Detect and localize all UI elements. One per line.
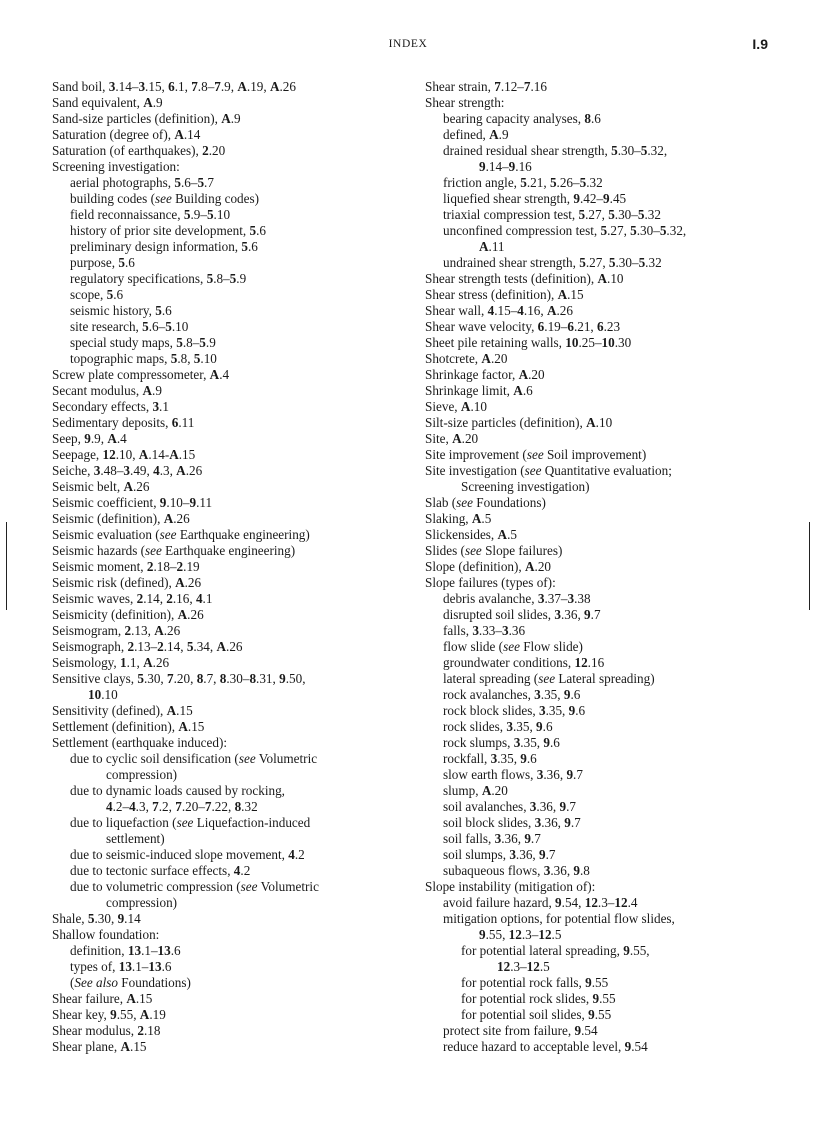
index-entry: Shear stress (definition), A.15 (425, 287, 584, 302)
index-entry-continuation: 10.10 (88, 687, 118, 702)
index-entry: (See also Foundations) (70, 975, 191, 990)
index-entry: Seismology, 1.1, A.26 (52, 655, 170, 670)
index-entry: Slaking, A.5 (425, 511, 492, 526)
index-entry: due to volumetric compression (see Volumetric (70, 879, 319, 894)
index-entry: types of, 13.1–13.6 (70, 959, 172, 974)
index-entry: site research, 5.6–5.10 (70, 319, 189, 334)
index-entry: Screw plate compressometer, A.4 (52, 367, 230, 382)
index-column-left (52, 79, 422, 1055)
index-entry: Saturation (degree of), A.14 (52, 127, 201, 142)
index-entry: friction angle, 5.21, 5.26–5.32 (443, 175, 603, 190)
index-entry: Seismograph, 2.13–2.14, 5.34, A.26 (52, 639, 243, 654)
index-entry: reduce hazard to acceptable level, 9.54 (443, 1039, 648, 1054)
index-entry: topographic maps, 5.8, 5.10 (70, 351, 217, 366)
index-entry: definition, 13.1–13.6 (70, 943, 181, 958)
index-entry: Seismic waves, 2.14, 2.16, 4.1 (52, 591, 213, 606)
index-entry: due to cyclic soil densification (see Volumetric (70, 751, 318, 766)
index-entry: soil slumps, 3.36, 9.7 (443, 847, 556, 862)
index-entry: Seismicity (definition), A.26 (52, 607, 204, 622)
index-entry: soil falls, 3.36, 9.7 (443, 831, 541, 846)
index-entry: for potential rock slides, 9.55 (461, 991, 616, 1006)
index-entry: field reconnaissance, 5.9–5.10 (70, 207, 231, 222)
index-entry: building codes (see Building codes) (70, 191, 260, 206)
index-entry: protect site from failure, 9.54 (443, 1023, 598, 1038)
index-entry: Seiche, 3.48–3.49, 4.3, A.26 (52, 463, 203, 478)
index-entry: preliminary design information, 5.6 (70, 239, 258, 254)
index-entry: slump, A.20 (443, 783, 508, 798)
index-entry: liquefied shear strength, 9.42–9.45 (443, 191, 627, 206)
index-entry: Sheet pile retaining walls, 10.25–10.30 (425, 335, 632, 350)
index-entry: Seismic (definition), A.26 (52, 511, 190, 526)
index-entry: Shrinkage limit, A.6 (425, 383, 533, 398)
index-entry-continuation: 4.2–4.3, 7.2, 7.20–7.22, 8.32 (106, 799, 258, 814)
index-entry: mitigation options, for potential flow slides, (443, 911, 675, 926)
index-entry: Silt-size particles (definition), A.10 (425, 415, 613, 430)
index-entry: Sensitivity (defined), A.15 (52, 703, 193, 718)
index-entry: due to seismic-induced slope movement, 4.2 (70, 847, 305, 862)
index-entry: Sand boil, 3.14–3.15, 6.1, 7.8–7.9, A.19, A.26 (52, 79, 296, 94)
index-entry: Seismic evaluation (see Earthquake engineering) (52, 527, 310, 542)
index-entry-continuation: 12.3–12.5 (497, 959, 550, 974)
index-entry: defined, A.9 (443, 127, 509, 142)
index-entry: groundwater conditions, 12.16 (443, 655, 605, 670)
index-entry: special study maps, 5.8–5.9 (70, 335, 216, 350)
index-entry: Shear strength tests (definition), A.10 (425, 271, 624, 286)
index-column-right (425, 79, 795, 1055)
index-entry: Shear strain, 7.12–7.16 (425, 79, 547, 94)
index-entry: Shear modulus, 2.18 (52, 1023, 161, 1038)
index-entry: Slab (see Foundations) (425, 495, 546, 510)
index-entry: Seepage, 12.10, A.14-A.15 (52, 447, 196, 462)
index-entry: drained residual shear strength, 5.30–5.32, (443, 143, 668, 158)
index-entry: for potential rock falls, 9.55 (461, 975, 609, 990)
index-entry: rock slides, 3.35, 9.6 (443, 719, 553, 734)
index-entry: Slope (definition), A.20 (425, 559, 552, 574)
index-entry: scope, 5.6 (70, 287, 124, 302)
page-number: I.9 (752, 36, 768, 52)
scan-edge-mark-right (809, 522, 810, 610)
scan-edge-mark-left (6, 522, 7, 610)
index-entry: Shrinkage factor, A.20 (425, 367, 545, 382)
index-entry: Sand equivalent, A.9 (52, 95, 163, 110)
index-entry: Sieve, A.10 (425, 399, 487, 414)
index-entry: Shotcrete, A.20 (425, 351, 508, 366)
index-entry: Shear wall, 4.15–4.16, A.26 (425, 303, 573, 318)
index-entry-continuation: settlement) (106, 831, 165, 846)
index-entry: Settlement (definition), A.15 (52, 719, 205, 734)
index-entry: Screening investigation: (52, 159, 180, 174)
index-entry: Seep, 9.9, A.4 (52, 431, 127, 446)
index-entry: Shallow foundation: (52, 927, 160, 942)
index-entry: slow earth flows, 3.36, 9.7 (443, 767, 583, 782)
index-entry-continuation: A.11 (479, 239, 505, 254)
running-title: INDEX (388, 38, 428, 50)
index-entry: Slope failures (types of): (425, 575, 556, 590)
index-entry: Site investigation (see Quantitative evaluation; (425, 463, 672, 478)
index-entry: debris avalanche, 3.37–3.38 (443, 591, 591, 606)
index-entry: Shear wave velocity, 6.19–6.21, 6.23 (425, 319, 621, 334)
index-entry: flow slide (see Flow slide) (443, 639, 583, 654)
index-entry: Slides (see Slope failures) (425, 543, 563, 558)
index-entry-continuation: compression) (106, 895, 178, 910)
index-entry: lateral spreading (see Lateral spreading) (443, 671, 655, 686)
index-entry: Shear key, 9.55, A.19 (52, 1007, 166, 1022)
index-entry: soil avalanches, 3.36, 9.7 (443, 799, 576, 814)
index-entry: Site improvement (see Soil improvement) (425, 447, 647, 462)
index-entry: rock block slides, 3.35, 9.6 (443, 703, 586, 718)
index-entry: history of prior site development, 5.6 (70, 223, 266, 238)
index-entry-continuation: compression) (106, 767, 178, 782)
index-entry: Site, A.20 (425, 431, 479, 446)
index-entry: Shale, 5.30, 9.14 (52, 911, 141, 926)
index-entry: Seismic belt, A.26 (52, 479, 150, 494)
index-entry: Shear strength: (425, 95, 505, 110)
index-entry: regulatory specifications, 5.8–5.9 (70, 271, 247, 286)
index-entry: undrained shear strength, 5.27, 5.30–5.32 (443, 255, 662, 270)
index-entry: Slope instability (mitigation of): (425, 879, 596, 894)
index-entry: bearing capacity analyses, 8.6 (443, 111, 601, 126)
index-entry: avoid failure hazard, 9.54, 12.3–12.4 (443, 895, 638, 910)
index-entry: Seismic coefficient, 9.10–9.11 (52, 495, 213, 510)
index-entry: for potential soil slides, 9.55 (461, 1007, 612, 1022)
index-entry: due to liquefaction (see Liquefaction-induced (70, 815, 311, 830)
index-entry: triaxial compression test, 5.27, 5.30–5.32 (443, 207, 661, 222)
index-entry: disrupted soil slides, 3.36, 9.7 (443, 607, 601, 622)
index-entry: soil block slides, 3.36, 9.7 (443, 815, 581, 830)
page-header (0, 36, 816, 56)
index-entry: Shear failure, A.15 (52, 991, 153, 1006)
index-entry: Saturation (of earthquakes), 2.20 (52, 143, 226, 158)
index-entry: unconfined compression test, 5.27, 5.30–5.32, (443, 223, 687, 238)
index-entry-continuation: 9.55, 12.3–12.5 (479, 927, 562, 942)
index-entry: due to dynamic loads caused by rocking, (70, 783, 285, 798)
index-entry: rockfall, 3.35, 9.6 (443, 751, 537, 766)
index-entry: subaqueous flows, 3.36, 9.8 (443, 863, 590, 878)
index-entry: Seismic risk (defined), A.26 (52, 575, 202, 590)
index-entry: Sedimentary deposits, 6.11 (52, 415, 195, 430)
index-entry: Settlement (earthquake induced): (52, 735, 228, 750)
index-entry: due to tectonic surface effects, 4.2 (70, 863, 251, 878)
index-entry: aerial photographs, 5.6–5.7 (70, 175, 214, 190)
index-entry: Seismic moment, 2.18–2.19 (52, 559, 200, 574)
index-entry: Secant modulus, A.9 (52, 383, 162, 398)
index-entry-continuation: 9.14–9.16 (479, 159, 532, 174)
index-entry: falls, 3.33–3.36 (443, 623, 526, 638)
index-entry: rock slumps, 3.35, 9.6 (443, 735, 560, 750)
index-entry: Seismogram, 2.13, A.26 (52, 623, 181, 638)
index-entry-continuation: Screening investigation) (461, 479, 590, 494)
index-entry: seismic history, 5.6 (70, 303, 172, 318)
index-entry: purpose, 5.6 (70, 255, 135, 270)
index-entry: Sensitive clays, 5.30, 7.20, 8.7, 8.30–8.31, 9.50, (52, 671, 306, 686)
index-entry: for potential lateral spreading, 9.55, (461, 943, 650, 958)
index-entry: Slickensides, A.5 (425, 527, 517, 542)
index-entry: Sand-size particles (definition), A.9 (52, 111, 241, 126)
index-entry: Seismic hazards (see Earthquake engineering) (52, 543, 296, 558)
index-entry: Secondary effects, 3.1 (52, 399, 169, 414)
index-entry: rock avalanches, 3.35, 9.6 (443, 687, 581, 702)
index-entry: Shear plane, A.15 (52, 1039, 147, 1054)
